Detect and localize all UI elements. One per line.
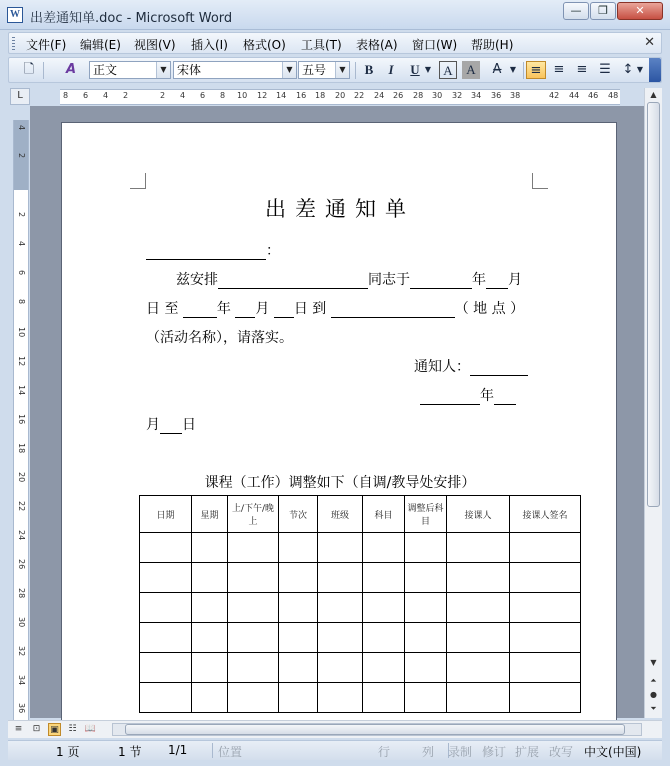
ruler-tick: 32 (452, 91, 463, 100)
style-select[interactable] (89, 61, 171, 79)
ruler-tick: 32 (17, 646, 26, 657)
chevron-down-icon: ▼ (282, 62, 296, 78)
ruler-tick: 8 (17, 299, 26, 305)
ruler-tick: 36 (17, 703, 26, 714)
ruler-tick: 24 (374, 91, 385, 100)
date-line (420, 385, 516, 405)
date-line-2 (146, 414, 196, 434)
ruler-tick: 46 (588, 91, 599, 100)
italic-button[interactable]: I (388, 62, 394, 77)
status-extend[interactable]: 扩展 (515, 745, 540, 759)
vertical-ruler[interactable] (13, 120, 29, 720)
notifier-blank (470, 362, 528, 376)
toolbar-separator (523, 62, 524, 79)
name-blank (218, 275, 368, 289)
ruler-tick: 22 (354, 91, 365, 100)
text-span: 年 (472, 272, 486, 288)
ruler-tick: 38 (510, 91, 521, 100)
ruler-tick: 30 (17, 617, 26, 628)
menu-bar (8, 32, 662, 54)
ruler-tick: 14 (17, 385, 26, 396)
ruler-tick: 16 (296, 91, 307, 100)
text-span: 通知人： (414, 359, 470, 375)
addressee-blank (146, 246, 266, 260)
line-spacing-dropdown-icon[interactable]: ▼ (636, 65, 644, 74)
ruler-tick: 8 (63, 91, 69, 100)
status-overtype[interactable]: 改写 (549, 745, 574, 759)
align-right-icon[interactable]: ≡ (576, 62, 588, 77)
menu-insert[interactable]: 插入(I) (191, 38, 228, 52)
year-blank (420, 391, 480, 405)
text-span: 同志于 (368, 272, 410, 288)
location-blank (331, 304, 455, 318)
ruler-tick: 26 (393, 91, 404, 100)
status-row: 行 (378, 745, 391, 759)
table-header-row (140, 496, 581, 533)
ruler-tick: 28 (413, 91, 424, 100)
formatting-toolbar (8, 57, 662, 83)
menu-file[interactable]: 文件(F) (26, 38, 67, 52)
menu-edit[interactable]: 编辑(E) (80, 38, 121, 52)
schedule-table[interactable] (139, 495, 581, 713)
justify-icon[interactable]: ☰ (599, 62, 611, 77)
line-spacing-icon[interactable]: ↕ (622, 62, 634, 77)
document-title: 出差通知单 (265, 197, 415, 221)
status-bar (8, 740, 662, 760)
tab-selector[interactable]: L (10, 88, 30, 105)
text-span: 年 (216, 301, 231, 317)
header-substitute: 接课人 (447, 496, 510, 533)
new-document-icon[interactable]: 🗋 (23, 62, 35, 77)
ruler-tick: 20 (17, 472, 26, 483)
table-row[interactable] (140, 563, 581, 593)
ruler-tick: 26 (17, 559, 26, 570)
body-line-1 (176, 269, 522, 289)
ruler-tick: 2 (17, 212, 26, 218)
web-layout-icon[interactable]: ⊡ (32, 724, 41, 734)
font-select-value: 宋体 (177, 63, 202, 77)
horizontal-ruler[interactable] (60, 89, 620, 105)
ruler-tick: 4 (180, 91, 186, 100)
size-select-value: 五号 (302, 63, 327, 77)
text-span: 日 到 (293, 301, 327, 317)
text-effects-dropdown-icon[interactable]: ▼ (509, 65, 517, 74)
table-row[interactable] (140, 653, 581, 683)
ruler-tick: 48 (608, 91, 619, 100)
menu-format[interactable]: 格式(O) (243, 38, 286, 52)
status-record[interactable]: 录制 (448, 745, 473, 759)
print-layout-icon[interactable]: ▣ (48, 723, 61, 736)
status-section: 1 节 (118, 745, 142, 759)
style-select-value: 正文 (93, 63, 118, 77)
status-position: 位置 (218, 745, 243, 759)
horizontal-scroll-thumb[interactable] (125, 724, 625, 735)
notifier-line (414, 356, 528, 376)
select-browse-object-icon[interactable]: ● (650, 690, 657, 699)
menu-view[interactable]: 视图(V) (134, 38, 176, 52)
table-row[interactable] (140, 683, 581, 713)
ruler-tick: 20 (335, 91, 346, 100)
toolbar-separator (43, 62, 44, 79)
ruler-tick: 10 (237, 91, 248, 100)
ruler-tick: 34 (17, 675, 26, 686)
close-document-button[interactable]: ✕ (644, 35, 655, 50)
previous-page-icon[interactable]: ⏶ (650, 676, 657, 685)
ruler-tick: 8 (220, 91, 226, 100)
header-adjusted-subject: 调整后科目 (405, 496, 447, 533)
ruler-tick: 6 (83, 91, 89, 100)
align-center-icon[interactable]: ≡ (553, 62, 565, 77)
text-span: 月 (146, 417, 160, 433)
ruler-tick: 18 (17, 443, 26, 454)
ruler-tick: 2 (160, 91, 166, 100)
bold-button[interactable]: B (364, 62, 374, 77)
text-span: 日 (182, 417, 196, 433)
margin-corner-mark (532, 173, 548, 189)
title-bar (0, 0, 670, 30)
body-line-3: （活动名称），请落实。 (146, 330, 293, 346)
header-weekday: 星期 (192, 496, 228, 533)
table-row[interactable] (140, 593, 581, 623)
toolbar-separator (355, 62, 356, 79)
table-caption: 课程（工作）调整如下（自调/教导处安排） (204, 475, 476, 491)
menu-tools[interactable]: 工具(T) (301, 38, 342, 52)
align-left-icon[interactable]: ≡ (526, 61, 546, 79)
ruler-tick: 12 (257, 91, 268, 100)
table-row[interactable] (140, 533, 581, 563)
ruler-tick: 18 (315, 91, 326, 100)
ruler-tick: 28 (17, 588, 26, 599)
character-shading-button[interactable]: A (462, 61, 480, 79)
font-select[interactable] (173, 61, 297, 79)
year-blank (183, 304, 217, 318)
ruler-tick: 22 (17, 501, 26, 512)
header-class: 班级 (318, 496, 363, 533)
toolbar-options-button[interactable] (649, 58, 661, 82)
addressee-colon: ： (266, 243, 280, 259)
day-blank (160, 420, 182, 434)
month-blank (486, 275, 508, 289)
menu-window[interactable]: 窗口(W) (412, 38, 458, 52)
header-date: 日期 (140, 496, 192, 533)
styles-icon[interactable]: A (65, 62, 77, 77)
vertical-scrollbar[interactable] (644, 88, 662, 718)
ruler-tick: 16 (17, 414, 26, 425)
character-border-button[interactable]: A (439, 61, 457, 79)
word-doc-icon: W (7, 7, 23, 23)
scroll-up-icon[interactable]: ▲ (650, 90, 657, 99)
horizontal-scroll-track[interactable] (112, 723, 642, 736)
document-page[interactable] (61, 122, 617, 732)
day-blank (274, 304, 294, 318)
horizontal-scrollbar-row (8, 720, 662, 738)
text-span: 日 至 (146, 301, 179, 317)
text-span: 月 (255, 301, 270, 317)
outline-view-icon[interactable]: ☷ (68, 724, 77, 734)
ruler-tick: 30 (432, 91, 443, 100)
minimize-button[interactable]: — (563, 2, 589, 20)
menu-help[interactable]: 帮助(H) (471, 38, 514, 52)
ruler-tick: 44 (569, 91, 580, 100)
window-title: 出差通知单.doc - Microsoft Word (30, 11, 233, 26)
ruler-tick: 6 (200, 91, 206, 100)
status-track-changes[interactable]: 修订 (482, 745, 507, 759)
ruler-tick: 2 (17, 153, 26, 159)
ruler-tick: 10 (17, 327, 26, 338)
status-page-count: 1/1 (168, 743, 188, 757)
year-blank (410, 275, 472, 289)
ruler-tick: 2 (123, 91, 129, 100)
ruler-tick: 14 (276, 91, 287, 100)
margin-corner-mark (130, 173, 146, 189)
menu-table[interactable]: 表格(A) (356, 38, 398, 52)
underline-button[interactable]: U (410, 62, 420, 77)
ruler-tick: 12 (17, 356, 26, 367)
text-effects-icon[interactable]: A̶ (492, 62, 502, 77)
ruler-tick: 34 (471, 91, 482, 100)
chevron-down-icon: ▼ (156, 62, 170, 78)
text-span: 月 (508, 272, 522, 288)
table-row[interactable] (140, 623, 581, 653)
ruler-tick: 36 (491, 91, 502, 100)
status-page: 1 页 (56, 745, 80, 759)
header-period: 上/下午/晚上 (228, 496, 279, 533)
underline-dropdown-icon[interactable]: ▼ (424, 65, 432, 74)
header-subject: 科目 (363, 496, 405, 533)
text-span: 年 (480, 388, 494, 404)
vertical-scroll-thumb[interactable] (647, 102, 660, 507)
month-blank (235, 304, 255, 318)
menubar-grip[interactable] (12, 37, 15, 50)
reading-layout-icon[interactable]: 📖 (84, 724, 97, 734)
ruler-tick: 4 (103, 91, 109, 100)
normal-view-icon[interactable]: ≡ (14, 724, 23, 734)
ruler-tick: 4 (17, 125, 26, 131)
header-substitute-signature: 接课人签名 (510, 496, 581, 533)
text-span: 兹安排 (176, 272, 218, 288)
maximize-button[interactable]: ❐ (590, 2, 616, 20)
addressee-line (146, 240, 280, 260)
header-section: 节次 (279, 496, 318, 533)
ruler-tick: 6 (17, 270, 26, 276)
status-language: 中文(中国) (584, 745, 642, 759)
close-button[interactable]: ✕ (617, 2, 663, 20)
chevron-down-icon: ▼ (335, 62, 349, 78)
status-column: 列 (422, 745, 435, 759)
status-divider (212, 743, 213, 758)
next-page-icon[interactable]: ⏷ (650, 704, 657, 713)
month-blank (494, 391, 516, 405)
text-span: （ 地 点 ） (454, 301, 525, 317)
ruler-tick: 42 (549, 91, 560, 100)
scroll-down-icon[interactable]: ▼ (650, 658, 657, 667)
size-select[interactable] (298, 61, 350, 79)
ruler-tick: 4 (17, 241, 26, 247)
body-line-2 (146, 298, 524, 318)
document-workspace (30, 106, 644, 718)
ruler-tick: 24 (17, 530, 26, 541)
